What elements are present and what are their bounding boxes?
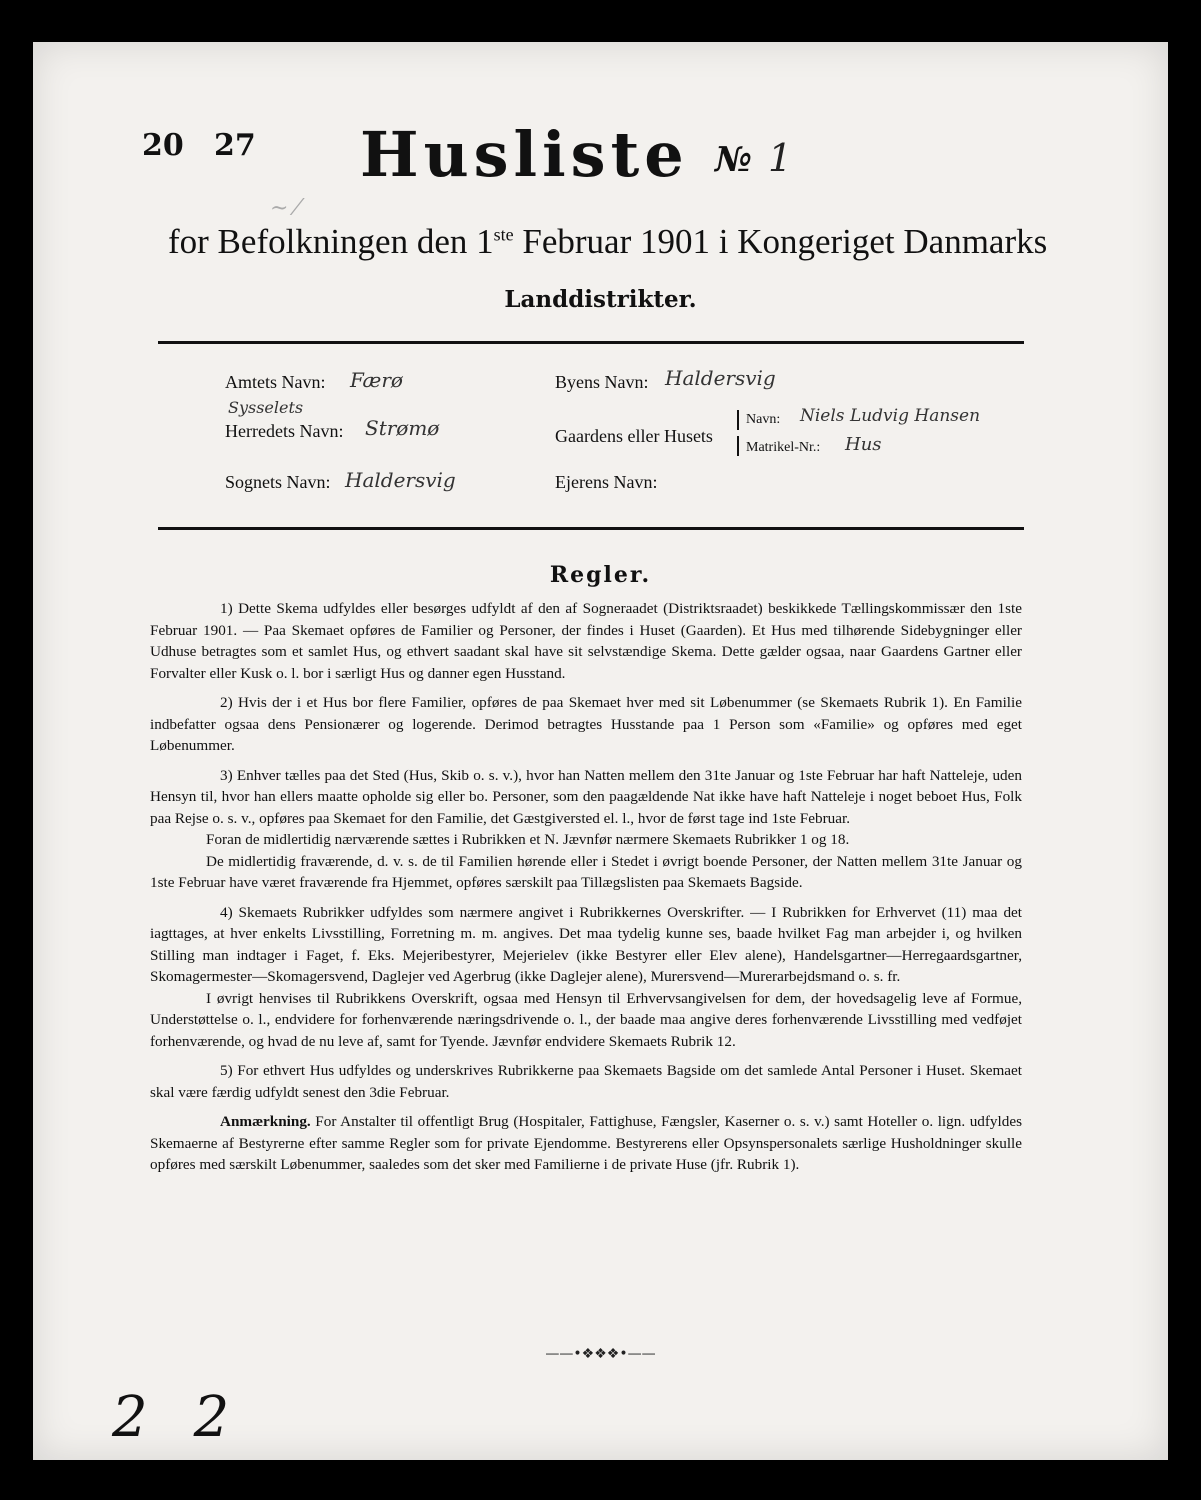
rule-2: 2) Hvis der i et Hus bor flere Familier, opføres de paa Skemaet hver med sit Løbenummer (se Skemaets Rubrik 1). En Familie indbefatter ogsaa dens Pensionærer og logerende. Derimod betragtes Husstande paa 1 Person som «Familie» og opføres med eget Løbenummer. — [150, 694, 1022, 754]
rules-heading: Regler. — [549, 562, 652, 588]
gaard-label: Gaardens eller Husets — [555, 426, 713, 446]
note-label: Anmærkning. — [220, 1113, 311, 1130]
subtitle — [168, 222, 1048, 262]
subtitle-start: for Befolkningen den 1 — [168, 222, 494, 261]
amt-label: Amtets Navn: — [225, 372, 326, 392]
rule-3-note-present: Foran de midlertidig nærværende sættes i Rubrikken et N. Jævnfør nærmere Skemaets Rubrikker 1 og 18. — [206, 831, 850, 848]
title-number-label: № — [715, 140, 752, 180]
brace-bottom — [737, 436, 739, 456]
herred-label: Herredets Navn: — [225, 421, 344, 441]
matrikel-label: Matrikel-Nr.: — [746, 440, 821, 455]
rule-4-continuation: I øvrigt henvises til Rubrikkens Overskrift, ogsaa med Hensyn til Erhvervsangivelsen for dem, der hovedsagelig leve af Formue, Understøttelse o. l., endvidere for forhenværende næringsdrivende o. l., der baade maa angive deres forhenværende Livsstilling med vedføjet forhenværende, og hvad de nu leve af, samt for Tyende. Jævnfør endvidere Skemaets Rubrik 12. — [150, 989, 1022, 1050]
district-heading: Landdistrikter. — [504, 286, 697, 313]
handwritten-page-number: 22 — [112, 1385, 276, 1450]
herred-value: Strømø — [365, 416, 440, 440]
bottom-divider — [158, 527, 1024, 530]
herred-correction: Sysselets — [228, 398, 304, 417]
navn-value: Niels Ludvig Hansen — [800, 406, 981, 426]
rule-3-note-absent: De midlertidig fraværende, d. v. s. de til Familien hørende eller i Stedet i øvrigt boende Personer, der Natten mellem 31te Januar og 1ste Februar have været fraværende fra Hjemmet, opføres særskilt paa Tillægslisten paa Skemaets Bagside. — [150, 852, 1022, 891]
sogn-label: Sognets Navn: — [225, 472, 331, 492]
by-value: Haldersvig — [665, 366, 776, 390]
note — [150, 1111, 1022, 1176]
title-number-handwritten: 1 — [768, 136, 793, 180]
rule-4: 4) Skemaets Rubrikker udfyldes som nærmere angivet i Rubrikkernes Overskrifter. — I Rubrikken for Erhvervet (11) maa det iagttages, at hver enkelts Livsstilling, Forretning m. m. angives. Det maa tydelig kunne ses, baade hvilket Fag man arbejder i, og hvilken Stilling man indtager i Faget, f. Eks. Mejeribestyrer, Mejerielev (ikke Bestyrer eller Elev alene), Handelsgartner—Herregaardsgartner, Skomagermester—Skomagersvend, Daglejer ved Agerbrug (ikke Daglejer alene), Murersvend—Murerarbejdsmand o. s. fr. — [150, 903, 1022, 985]
subtitle-superscript: ste — [493, 224, 514, 245]
stamp-number-left: 20 — [142, 128, 184, 163]
sogn-value: Haldersvig — [345, 468, 456, 492]
stamp-number-right: 27 — [214, 128, 256, 163]
subtitle-end: Februar 1901 i Kongeriget Danmarks — [513, 222, 1048, 261]
top-divider — [158, 341, 1024, 344]
rule-3: 3) Enhver tælles paa det Sted (Hus, Skib o. s. v.), hvor han Natten mellem den 31te Januar og 1ste Februar har haft Natteleje, uden Hensyn til, hvor han ellers maatte opholde sig eller bo. Personer, som den paagældende Nat ikke have haft Natteleje i noget beboet Hus, Folk paa Rejse o. s. v., opføres paa Skemaet for den Familie, det Gæstgiversted el. l., hvor de først tage ind 1ste Februar. — [150, 766, 1022, 827]
pencil-mark-icon: ~ ⁄ — [270, 196, 300, 221]
rule-5: 5) For ethvert Hus udfyldes og underskrives Rubrikkerne paa Skemaets Bagside om det samlede Antal Personer i Huset. Skemaet skal være færdig udfyldt senest den 3die Februar. — [150, 1062, 1022, 1101]
amt-value: Færø — [350, 368, 403, 392]
brace-top — [737, 410, 739, 430]
ornament-divider: ——•❖❖❖•—— — [545, 1346, 656, 1362]
note-text: For Anstalter til offentligt Brug (Hospitaler, Fattighuse, Fængsler, Kaserner o. s. v.) samt Hoteller o. lign. udfyldes Skemaerne af Bestyrerne efter samme Regler som for private Ejendomme. Bestyrerens eller Opsynspersonalets særlige Husholdninger skulle opføres med særskilt Løbenummer, saaledes som det sker med Familierne i de private Huse (jfr. Rubrik 1). — [150, 1113, 1022, 1173]
ejer-label: Ejerens Navn: — [555, 472, 658, 492]
rule-1: 1) Dette Skema udfyldes eller besørges udfyldt af den af Sogneraadet (Distriktsraadet) beskikkede Tællingskommissær den 1ste Februar 1901. — Paa Skemaet opføres de Familier og Personer, der findes i Huset (Gaarden). Et Hus med tilhørende Sidebygninger eller Udhuse betragtes som et samlet Hus, og ethvert saadant skal have sit selvstændige Skema. Dette gælder ogsaa, naar Gaardens Gartner eller Forvalter eller Kusk o. l. bor i særligt Hus og danner egen Husstand. — [150, 600, 1022, 682]
by-label: Byens Navn: — [555, 372, 649, 392]
matrikel-value: Hus — [845, 434, 882, 455]
rules-body — [150, 598, 1022, 1184]
navn-label: Navn: — [746, 412, 781, 427]
page-title: Husliste — [360, 118, 689, 191]
